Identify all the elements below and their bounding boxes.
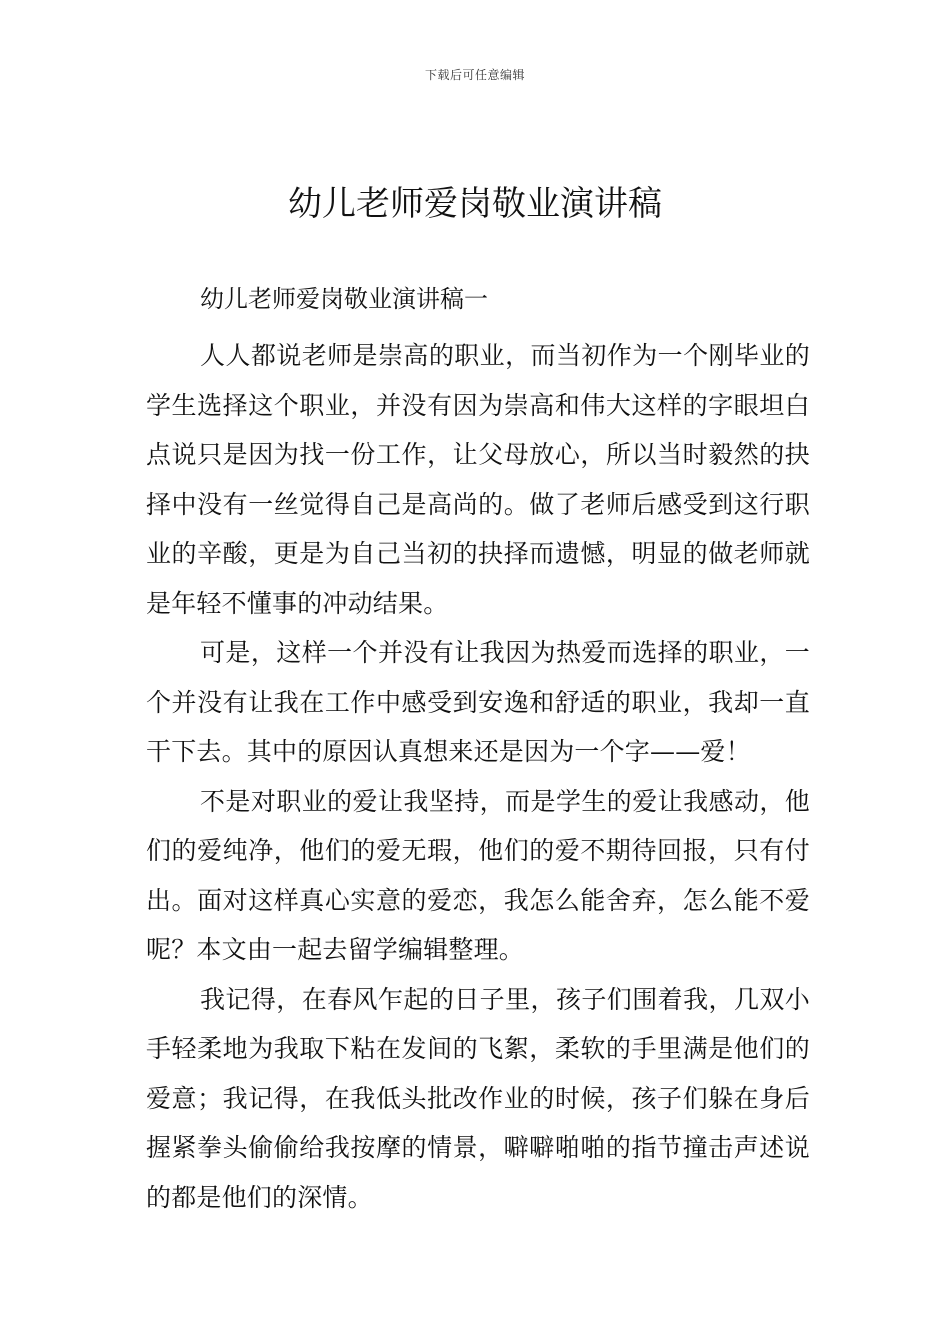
section-subtitle: 幼儿老师爱岗敬业演讲稿一 [200, 285, 488, 313]
document-body [146, 331, 810, 1222]
paragraph: 可是，这样一个并没有让我因为热爱而选择的职业，一个并没有让我在工作中感受到安逸和舒适的职业，我却一直干下去。其中的原因认真想来还是因为一个字——爱！ [146, 638, 810, 766]
paragraph: 不是对职业的爱让我坚持，而是学生的爱让我感动，他们的爱纯净，他们的爱无瑕，他们的爱不期待回报，只有付出。面对这样真心实意的爱恋，我怎么能舍弃，怎么能不爱呢？本文由一起去留学编辑整理。 [146, 786, 810, 964]
document-title: 幼儿老师爱岗敬业演讲稿 [288, 184, 662, 224]
paragraph: 我记得，在春风乍起的日子里，孩子们围着我，几双小手轻柔地为我取下粘在发间的飞絮，柔软的手里满是他们的爱意；我记得，在我低头批改作业的时候，孩子们躲在身后握紧拳头偷偷给我按摩的情景，噼噼啪啪的指节撞击声述说的都是他们的深情。 [146, 984, 810, 1212]
paragraph: 人人都说老师是崇高的职业，而当初作为一个刚毕业的学生选择这个职业，并没有因为崇高和伟大这样的字眼坦白点说只是因为找一份工作，让父母放心，所以当时毅然的抉择中没有一丝觉得自己是高尚的。做了老师后感受到这行职业的辛酸，更是为自己当初的抉择而遗憾，明显的做老师就是年轻不懂事的冲动结果。 [146, 341, 810, 618]
header-note: 下载后可任意编辑 [424, 68, 525, 82]
